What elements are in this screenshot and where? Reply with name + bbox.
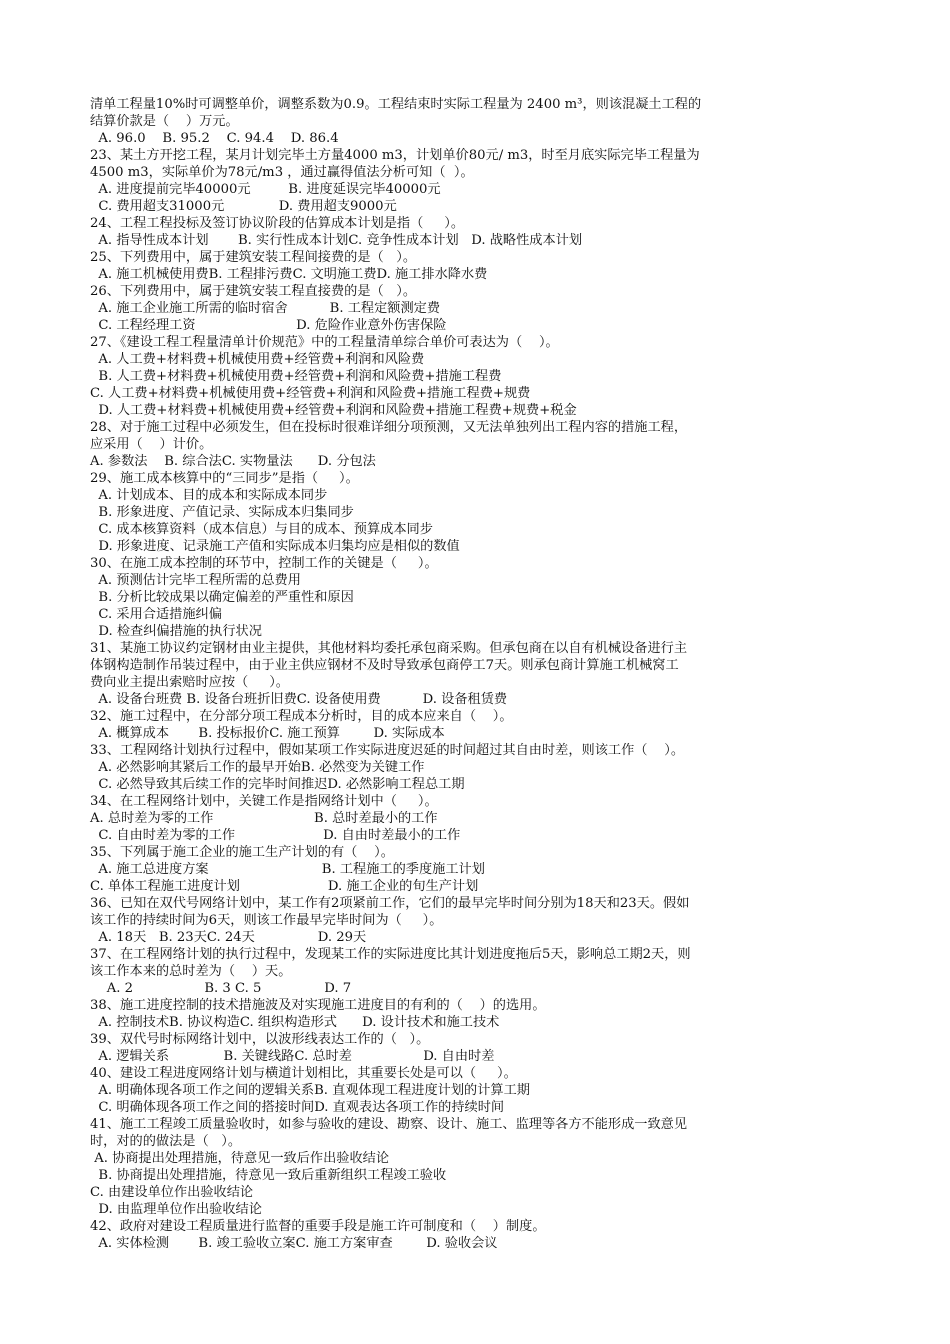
text-line: 费向业主提出索赔时应按（ ）。 xyxy=(90,675,289,690)
text-line: 40、建设工程进度网络计划与横道计划相比，其重要长处是可以（ ）。 xyxy=(90,1066,517,1081)
text-line: A. 明确体现各项工作之间的逻辑关系B. 直观体现工程进度计划的计算工期 xyxy=(90,1083,530,1098)
text-line: A. 预测估计完毕工程所需的总费用 xyxy=(90,573,301,588)
text-line: 39、双代号时标网络计划中，以波形线表达工作的（ ）。 xyxy=(90,1032,430,1047)
text-line: A. 2 B. 3 C. 5 D. 7 xyxy=(90,981,352,996)
text-line: C. 采用合适措施纠偏 xyxy=(90,607,222,622)
text-line: A. 18天 B. 23天C. 24天 D. 29天 xyxy=(90,930,367,945)
text-line: 体钢构造制作吊装过程中，由于业主供应钢材不及时导致承包商停工7天。则承包商计算施工机械窝工 xyxy=(90,658,679,673)
text-line: A. 人工费+材料费+机械使用费+经管费+利润和风险费 xyxy=(90,352,425,367)
text-line: 该工作的持续时间为6天，则该工作最早完毕时间为（ ）。 xyxy=(90,913,443,928)
text-line: 33、工程网络计划执行过程中，假如某项工作实际进度迟延的时间超过其自由时差，则该工作（ ）。 xyxy=(90,743,685,758)
text-line: A. 施工总进度方案 B. 工程施工的季度施工计划 xyxy=(90,862,485,877)
text-line: 结算价款是（ ）万元。 xyxy=(90,114,239,129)
text-line: C. 必然导致其后续工作的完毕时间推迟D. 必然影响工程总工期 xyxy=(90,777,465,792)
text-line: C. 单体工程施工进度计划 D. 施工企业的旬生产计划 xyxy=(90,879,479,894)
text-line: A. 设备台班费 B. 设备台班折旧费C. 设备使用费 D. 设备租赁费 xyxy=(90,692,508,707)
text-line: C. 由建设单位作出验收结论 xyxy=(90,1185,254,1200)
text-line: 时，对的的做法是（ ）。 xyxy=(90,1134,242,1149)
text-line: A. 概算成本 B. 投标报价C. 施工预算 D. 实际成本 xyxy=(90,726,445,741)
text-line: 42、政府对建设工程质量进行监督的重要手段是施工许可制度和（ ）制度。 xyxy=(90,1219,546,1234)
text-line: A. 施工机械使用费B. 工程排污费C. 文明施工费D. 施工排水降水费 xyxy=(90,267,488,282)
text-line: 该工作本来的总时差为（ ）天。 xyxy=(90,964,292,979)
text-line: D. 检查纠偏措施的执行状况 xyxy=(90,624,262,639)
text-line: B. 协商提出处理措施，待意见一致后重新组织工程竣工验收 xyxy=(90,1168,447,1183)
text-line: B. 人工费+材料费+机械使用费+经管费+利润和风险费+措施工程费 xyxy=(90,369,502,384)
text-line: A. 逻辑关系 B. 关键线路C. 总时差 D. 自由时差 xyxy=(90,1049,495,1064)
text-line: 35、下列属于施工企业的施工生产计划的有（ ）。 xyxy=(90,845,394,860)
text-line: 31、某施工协议约定钢材由业主提供，其他材料均委托承包商采购。但承包商在以自有机械设备进行主 xyxy=(90,641,688,656)
text-line: 24、工程工程投标及签订协议阶段的估算成本计划是指（ ）。 xyxy=(90,216,465,231)
text-line: 41、施工工程竣工质量验收时，如参与验收的建设、勘察、设计、施工、监理等各方不能形成一致意见 xyxy=(90,1117,688,1132)
text-line: D. 形象进度、记录施工产值和实际成本归集均应是相似的数值 xyxy=(90,539,460,554)
text-line: A. 总时差为零的工作 B. 总时差最小的工作 xyxy=(90,811,438,826)
text-line: C. 工程经理工资 D. 危险作业意外伤害保险 xyxy=(90,318,447,333)
text-line: A. 96.0 B. 95.2 C. 94.4 D. 86.4 xyxy=(90,131,339,146)
text-line: C. 自由时差为零的工作 D. 自由时差最小的工作 xyxy=(90,828,461,843)
text-line: 4500 m3，实际单价为78元/m3 ，通过赢得值法分析可知（ ）。 xyxy=(90,165,474,180)
text-line: B. 分析比较成果以确定偏差的严重性和原因 xyxy=(90,590,354,605)
text-line: A. 实体检测 B. 竣工验收立案C. 施工方案审查 D. 验收会议 xyxy=(90,1236,498,1251)
text-line: 32、施工过程中，在分部分项工程成本分析时，目的成本应来自（ ）。 xyxy=(90,709,513,724)
text-line: 27、《建设工程工程量清单计价规范》中的工程量清单综合单价可表达为（ ）。 xyxy=(90,335,559,350)
text-line: B. 形象进度、产值记录、实际成本归集同步 xyxy=(90,505,354,520)
text-line: 26、下列费用中，属于建筑安装工程直接费的是（ ）。 xyxy=(90,284,417,299)
text-line: A. 参数法 B. 综合法C. 实物量法 D. 分包法 xyxy=(90,454,376,469)
text-line: 28、对于施工过程中必须发生，但在投标时很难详细分项预测，又无法单独列出工程内容的措施工程， xyxy=(90,420,688,435)
text-line: 38、施工进度控制的技术措施波及对实现施工进度目的有利的（ ）的选用。 xyxy=(90,998,546,1013)
text-line: C. 人工费+材料费+机械使用费+经管费+利润和风险费+措施工程费+规费 xyxy=(90,386,531,401)
text-line: A. 施工企业施工所需的临时宿舍 B. 工程定额测定费 xyxy=(90,301,441,316)
text-line: D. 由监理单位作出验收结论 xyxy=(90,1202,262,1217)
text-line: 应采用（ ）计价。 xyxy=(90,437,213,452)
text-line: 23、某土方开挖工程，某月计划完毕土方量4000 m3，计划单价80元/ m3，时至月底实际完毕工程量为 xyxy=(90,148,700,163)
text-line: C. 成本核算资料（成本信息）与目的成本、预算成本同步 xyxy=(90,522,433,537)
text-line: 清单工程量10%时可调整单价，调整系数为0.9。工程结束时实际工程量为 2400 m³，则该混凝土工程的 xyxy=(90,97,702,112)
text-line: D. 人工费+材料费+机械使用费+经管费+利润和风险费+措施工程费+规费+税金 xyxy=(90,403,577,418)
document-body xyxy=(90,96,862,1252)
text-line: A. 指导性成本计划 B. 实行性成本计划C. 竞争性成本计划 D. 战略性成本计划 xyxy=(90,233,583,248)
text-line: A. 协商提出处理措施，待意见一致后作出验收结论 xyxy=(90,1151,390,1166)
text-line: 34、在工程网络计划中，关键工作是指网络计划中（ ）。 xyxy=(90,794,438,809)
text-line: C. 明确体现各项工作之间的搭接时间D. 直观表达各项工作的持续时间 xyxy=(90,1100,505,1115)
text-line: 30、在施工成本控制的环节中，控制工作的关键是（ ）。 xyxy=(90,556,438,571)
text-line: 29、施工成本核算中的“三同步”是指（ ）。 xyxy=(90,471,359,486)
text-line: A. 进度提前完毕40000元 B. 进度延误完毕40000元 xyxy=(90,182,441,197)
text-line: C. 费用超支31000元 D. 费用超支9000元 xyxy=(90,199,397,214)
text-line: 25、下列费用中，属于建筑安装工程间接费的是（ ）。 xyxy=(90,250,417,265)
text-line: 37、在工程网络计划的执行过程中，发现某工作的实际进度比其计划进度拖后5天，影响总工期2天，则 xyxy=(90,947,691,962)
text-line: 36、已知在双代号网络计划中，某工作有2项紧前工作，它们的最早完毕时间分别为18天和23天。假如 xyxy=(90,896,690,911)
text-line: A. 必然影响其紧后工作的最早开始B. 必然变为关键工作 xyxy=(90,760,425,775)
text-line: A. 控制技术B. 协议构造C. 组织构造形式 D. 设计技术和施工技术 xyxy=(90,1015,500,1030)
text-line: A. 计划成本、目的成本和实际成本同步 xyxy=(90,488,328,503)
